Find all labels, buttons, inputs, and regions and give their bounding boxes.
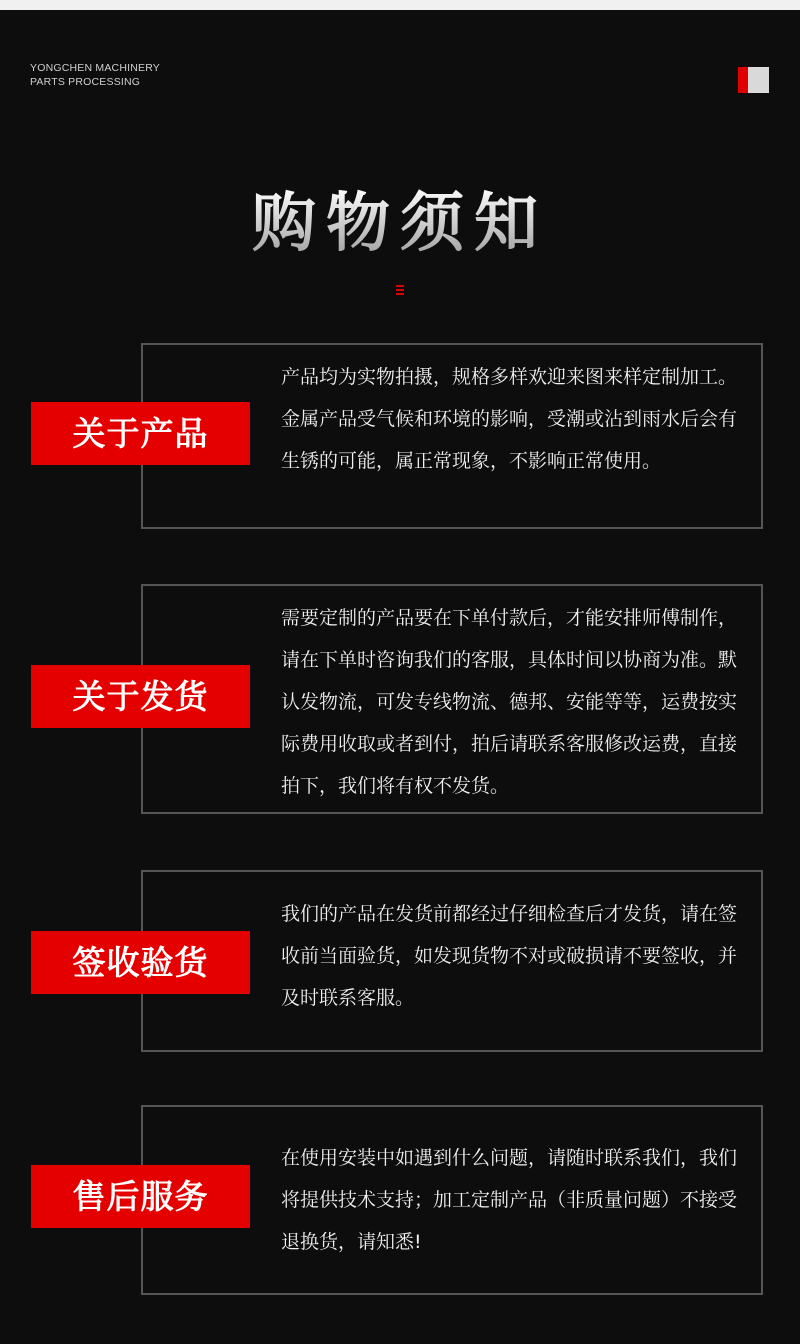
section-text-product: 产品均为实物拍摄，规格多样欢迎来图来样定制加工。金属产品受气候和环境的影响，受潮或沾到雨水后会有生锈的可能，属正常现象，不影响正常使用。 — [281, 366, 738, 472]
corner-logo-mark — [738, 67, 769, 93]
section-text-shipping: 需要定制的产品要在下单付款后，才能安排师傅制作，请在下单时咨询我们的客服，具体时间以协商为准。默认发物流，可发专线物流、德邦、安能等等，运费按实际费用收取或者到付，拍后请联系客服修改运费，直接拍下，我们将有权不发货。 — [281, 607, 738, 797]
brand-line-2: PARTS PROCESSING — [30, 76, 141, 88]
corner-mark-red — [738, 67, 748, 93]
section-label-after-sales: 售后服务 — [31, 1165, 250, 1228]
section-label-receipt: 签收验货 — [31, 931, 250, 994]
page-title: 购物须知 — [0, 186, 800, 262]
corner-mark-grey — [748, 67, 769, 93]
section-text-after-sales: 在使用安装中如遇到什么问题，请随时联系我们，我们将提供技术支持；加工定制产品（非质量问题）不接受退换货，请知悉! — [281, 1147, 738, 1253]
title-divider-icon — [396, 285, 404, 297]
section-label-shipping: 关于发货 — [31, 665, 250, 728]
section-label-product: 关于产品 — [31, 402, 250, 465]
brand-text — [30, 61, 160, 89]
section-text-receipt: 我们的产品在发货前都经过仔细检查后才发货，请在签收前当面验货，如发现货物不对或破损请不要签收，并及时联系客服。 — [281, 903, 738, 1009]
brand-line-1: YONGCHEN MACHINERY — [30, 62, 161, 74]
page-background — [0, 10, 800, 1344]
